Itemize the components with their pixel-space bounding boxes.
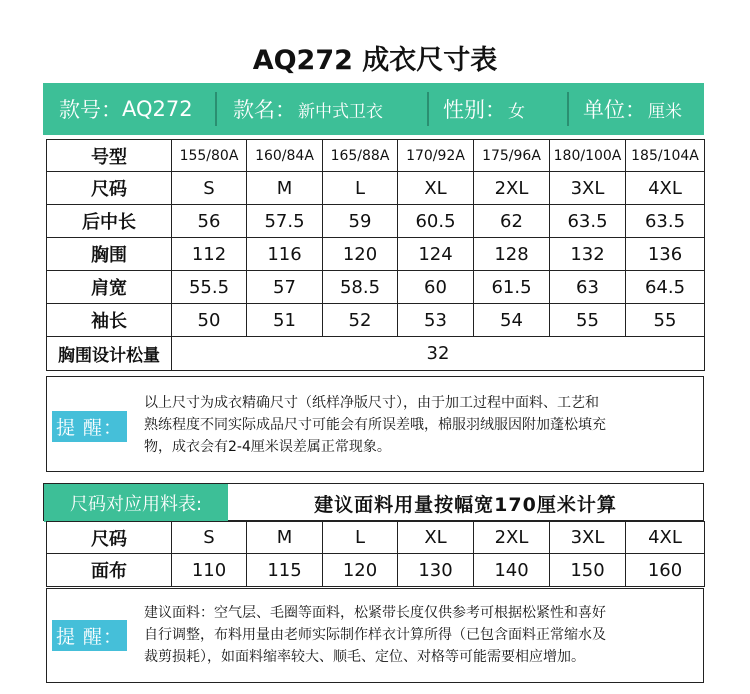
table-cell: 50 (172, 304, 247, 337)
table-cell: 57 (247, 271, 323, 304)
reminder-line: 裁剪损耗），如面料缩率较大、顺毛、定位、对格等可能需要相应增加。 (144, 649, 585, 665)
table-cell: 2XL (474, 522, 550, 554)
table-cell: 61.5 (474, 271, 550, 304)
table-row (47, 522, 705, 554)
table-cell: 55 (550, 304, 626, 337)
table-cell: 165/88A (323, 140, 398, 172)
unit (569, 83, 704, 135)
info-header-bar (43, 83, 704, 135)
table-cell: 130 (398, 554, 474, 587)
style-number-value: AQ272 (122, 97, 193, 121)
gender (429, 83, 567, 135)
table-cell: 54 (474, 304, 550, 337)
row-label: 面布 (47, 554, 172, 587)
table-cell: 115 (247, 554, 323, 587)
table-row (47, 271, 705, 304)
row-label: 袖长 (47, 304, 172, 337)
style-name-value: 新中式卫衣 (298, 101, 383, 122)
unit-value: 厘米 (648, 101, 682, 122)
table-cell: 57.5 (247, 205, 323, 238)
table-cell: 185/104A (626, 140, 705, 172)
table-cell: 128 (474, 238, 550, 271)
row-label: 后中长 (47, 205, 172, 238)
row-label: 尺码 (47, 522, 172, 554)
style-number-label: 款号： (59, 98, 122, 122)
table-cell: 110 (172, 554, 247, 587)
reminder-text (144, 602, 606, 668)
table-cell: 116 (247, 238, 323, 271)
table-cell: 180/100A (550, 140, 626, 172)
table-cell: 64.5 (626, 271, 705, 304)
reminder-line: 自行调整，布料用量由老师实际制作样衣计算所得（已包含面料正常缩水及 (144, 627, 606, 643)
style-number (43, 83, 215, 135)
reminder-box (46, 376, 704, 472)
table-row (47, 304, 705, 337)
table-cell: 112 (172, 238, 247, 271)
style-name (217, 83, 427, 135)
table-cell: 56 (172, 205, 247, 238)
table-cell: 55.5 (172, 271, 247, 304)
table-cell: 150 (550, 554, 626, 587)
reminder-badge: 提 醒： (52, 620, 127, 651)
table-cell: 170/92A (398, 140, 474, 172)
unit-label: 单位： (583, 98, 646, 122)
table-row (47, 238, 705, 271)
reminder-line: 以上尺寸为成衣精确尺寸（纸样净版尺寸），由于加工过程中面料、工艺和 (144, 395, 599, 411)
table-cell: L (323, 172, 398, 205)
page-title: AQ272 成衣尺寸表 (252, 45, 498, 76)
table-cell: XL (398, 522, 474, 554)
table-cell: 120 (323, 238, 398, 271)
fabric-reminder-box (46, 588, 704, 683)
table-cell: 160 (626, 554, 705, 587)
table-cell: 175/96A (474, 140, 550, 172)
reminder-badge: 提 醒： (52, 411, 127, 442)
ease-row (47, 337, 705, 371)
table-cell: 136 (626, 238, 705, 271)
table-row (47, 554, 705, 587)
table-cell: 3XL (550, 522, 626, 554)
gender-label: 性别： (443, 98, 506, 122)
table-cell: M (247, 522, 323, 554)
table-cell: 60.5 (398, 205, 474, 238)
table-cell: 62 (474, 205, 550, 238)
table-cell: 53 (398, 304, 474, 337)
size-table (46, 139, 705, 371)
table-cell: 2XL (474, 172, 550, 205)
table-cell: 120 (323, 554, 398, 587)
reminder-line: 熟练程度不同实际成品尺寸可能会有所误差哦，棉服羽绒服因附加蓬松填充 (144, 417, 606, 433)
table-cell: 124 (398, 238, 474, 271)
table-cell: 63.5 (550, 205, 626, 238)
row-label: 胸围 (47, 238, 172, 271)
table-cell: 59 (323, 205, 398, 238)
reminder-text (144, 392, 606, 458)
table-cell: 160/84A (247, 140, 323, 172)
row-label: 号型 (47, 140, 172, 172)
table-row (47, 140, 705, 172)
fabric-table (46, 521, 705, 587)
ease-label: 胸围设计松量 (47, 337, 172, 371)
table-cell: L (323, 522, 398, 554)
table-cell: 4XL (626, 172, 705, 205)
row-label: 尺码 (47, 172, 172, 205)
fabric-section-header (43, 483, 704, 521)
table-row (47, 172, 705, 205)
gender-value: 女 (508, 101, 525, 122)
table-cell: 63 (550, 271, 626, 304)
fabric-section-caption: 建议面料用量按幅宽170厘米计算 (314, 493, 617, 516)
table-cell: 55 (626, 304, 705, 337)
reminder-line: 物，成衣会有2-4厘米误差属正常现象。 (144, 439, 391, 455)
table-cell: S (172, 522, 247, 554)
table-cell: M (247, 172, 323, 205)
table-cell: 58.5 (323, 271, 398, 304)
table-cell: 140 (474, 554, 550, 587)
table-row (47, 205, 705, 238)
table-cell: 63.5 (626, 205, 705, 238)
reminder-line: 建议面料：空气层、毛圈等面料，松紧带长度仅供参考可根据松紧性和喜好 (144, 605, 606, 621)
ease-value: 32 (172, 337, 705, 371)
table-cell: 3XL (550, 172, 626, 205)
table-cell: 4XL (626, 522, 705, 554)
table-cell: 155/80A (172, 140, 247, 172)
row-label: 肩宽 (47, 271, 172, 304)
table-cell: 132 (550, 238, 626, 271)
table-cell: S (172, 172, 247, 205)
table-cell: 51 (247, 304, 323, 337)
style-name-label: 款名： (233, 98, 296, 122)
table-cell: 60 (398, 271, 474, 304)
table-cell: XL (398, 172, 474, 205)
table-cell: 52 (323, 304, 398, 337)
fabric-section-tag: 尺码对应用料表: (44, 484, 228, 522)
